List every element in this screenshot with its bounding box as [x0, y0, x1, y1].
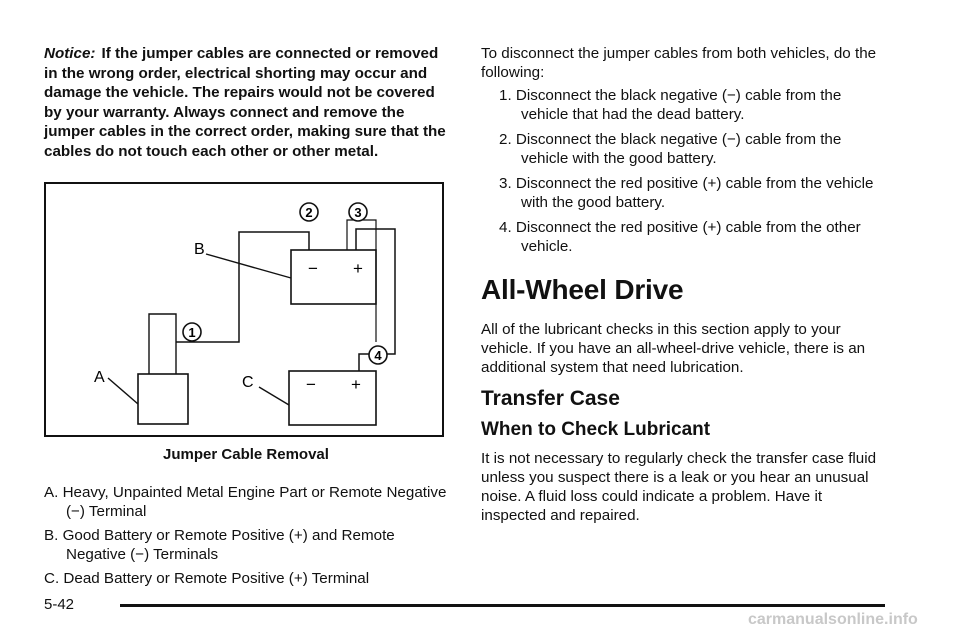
step-3: 3. Disconnect the red positive (+) cable from the vehicle with the good battery. — [499, 175, 874, 211]
label-b: B — [194, 241, 205, 258]
callout-1 — [183, 323, 201, 341]
jumper-cable-diagram — [44, 182, 444, 463]
svg-text:1: 1 — [188, 325, 196, 340]
figure-caption: Jumper Cable Removal — [163, 446, 329, 463]
when-to-check-heading: When to Check Lubricant — [481, 419, 711, 440]
transfer-case-heading: Transfer Case — [481, 387, 620, 410]
engine-metal-part — [138, 374, 188, 424]
good-battery-pos-terminal: + — [353, 259, 363, 278]
footer-rule — [120, 604, 885, 607]
site-watermark: carmanualsonline.info — [748, 611, 918, 628]
callout-4 — [369, 346, 387, 364]
page-number: 5-42 — [44, 596, 75, 613]
legend-item-b: B. Good Battery or Remote Positive (+) and Remote Negative (−) Terminals — [44, 527, 395, 563]
svg-text:3: 3 — [354, 205, 362, 220]
positive-cable-inner — [347, 220, 376, 342]
diagram-svg — [46, 184, 442, 435]
figure-legend — [44, 483, 448, 593]
leader-line-b — [206, 254, 291, 278]
negative-clamp-post — [149, 314, 176, 374]
step-1: 1. Disconnect the black negative (−) cable from the vehicle that had the dead battery. — [499, 87, 842, 123]
callout-3 — [349, 203, 367, 221]
svg-text:4: 4 — [374, 348, 382, 363]
legend-item-a: A. Heavy, Unpainted Metal Engine Part or Remote Negative (−) Terminal — [44, 484, 447, 520]
right-column — [481, 44, 891, 525]
notice-text: If the jumper cables are connected or removed in the wrong order, electrical shorting may occur and damage the vehicle. The repairs would not be covered by your warranty. Always connect and remove the jumper cables in the correct order, making sure that the cables do not touch each other or other metal. — [44, 45, 446, 160]
leader-line-a — [108, 378, 138, 404]
dead-battery — [289, 371, 376, 425]
label-c: C — [242, 374, 254, 391]
disconnect-steps — [481, 86, 891, 256]
awd-paragraph: All of the lubricant checks in this section apply to your vehicle. If you have an all-wheel-drive vehicle, there is an additional system that need lubrication. — [481, 321, 866, 376]
notice-paragraph — [44, 44, 448, 161]
disconnect-intro: To disconnect the jumper cables from both vehicles, do the following: — [481, 45, 877, 81]
step-2: 2. Disconnect the black negative (−) cable from the vehicle with the good battery. — [499, 131, 842, 167]
dead-battery-neg-terminal: − — [306, 375, 316, 394]
leader-line-c — [259, 387, 289, 405]
callout-2 — [300, 203, 318, 221]
step-4: 4. Disconnect the red positive (+) cable from the other vehicle. — [499, 219, 861, 255]
notice-label: Notice: — [44, 45, 96, 62]
dead-battery-pos-terminal: + — [351, 375, 361, 394]
good-battery-neg-terminal: − — [308, 259, 318, 278]
svg-text:2: 2 — [305, 205, 313, 220]
label-a: A — [94, 369, 105, 386]
good-battery — [291, 250, 376, 304]
awd-heading: All-Wheel Drive — [481, 274, 684, 305]
transfer-case-paragraph: It is not necessary to regularly check the transfer case fluid unless you suspect there is a leak or you hear an unusual noise. A fluid loss could indicate a problem. Have it inspected and repaired. — [481, 450, 877, 524]
left-column — [44, 44, 448, 161]
legend-item-c: C. Dead Battery or Remote Positive (+) Terminal — [44, 570, 370, 587]
